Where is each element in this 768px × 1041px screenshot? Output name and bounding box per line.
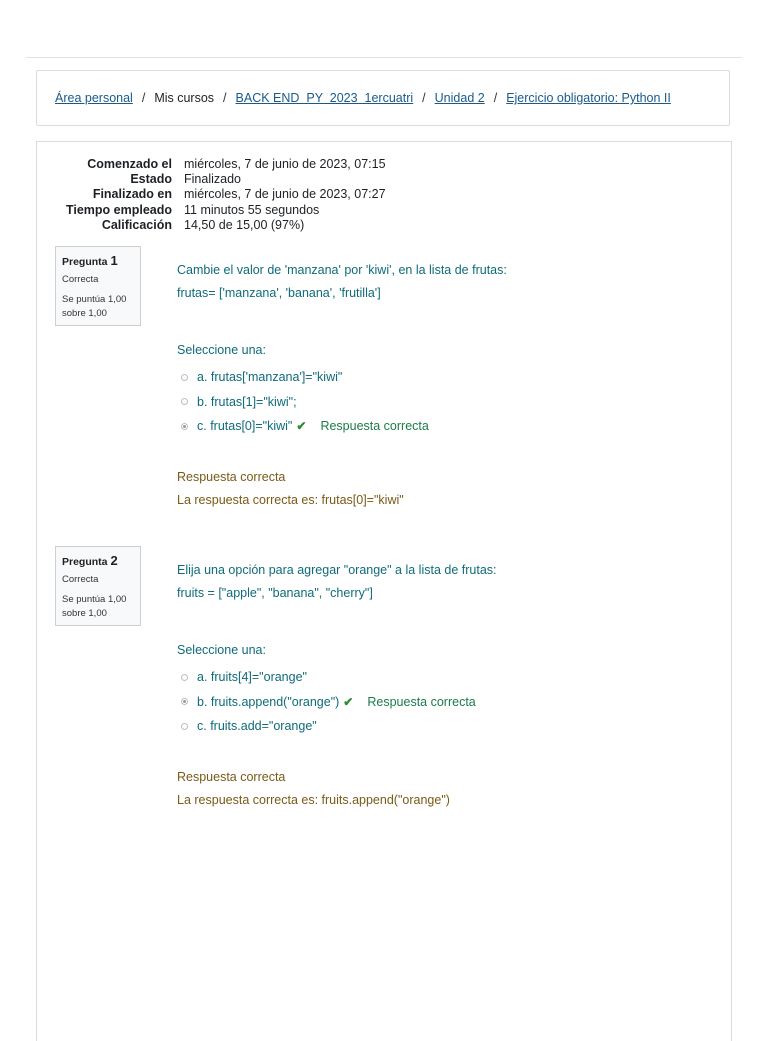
answer-option-b[interactable] [177, 390, 429, 415]
summary-label: Calificación [101, 217, 172, 232]
question-grade: Se puntúa 1,00 sobre 1,00 [62, 594, 127, 619]
breadcrumb [36, 70, 730, 126]
summary-label: Comenzado el [87, 157, 172, 171]
option-label: b. frutas[1]="kiwi"; [197, 394, 297, 409]
question-label: Pregunta [62, 256, 108, 268]
summary-row [59, 218, 386, 233]
check-icon: ✔ [296, 419, 307, 434]
answer-option-a[interactable] [177, 365, 429, 390]
radio-button-checked[interactable] [181, 698, 188, 705]
option-label: a. frutas['manzana']="kiwi" [197, 370, 343, 385]
question-number [62, 553, 134, 568]
question-text-2 [177, 563, 497, 609]
question-number-value: 2 [110, 553, 118, 568]
radio-button[interactable] [181, 723, 188, 730]
breadcrumb-unit-link[interactable]: Unidad 2 [434, 91, 485, 105]
option-label: b. fruits.append("orange") [197, 694, 340, 709]
breadcrumb-separator: / [493, 91, 498, 105]
answer-option-b[interactable] [177, 690, 476, 715]
summary-row [59, 172, 386, 187]
breadcrumb-course-link[interactable]: BACK END PY 2023 1ercuatri [235, 91, 414, 105]
option-label: c. fruits.add="orange" [197, 719, 317, 734]
top-divider [26, 57, 742, 58]
question-state: Correcta [62, 274, 99, 285]
answer-option-a[interactable] [177, 665, 476, 690]
answer-option-c[interactable] [177, 714, 476, 739]
feedback-2 [177, 770, 450, 816]
option-label: a. fruits[4]="orange" [197, 670, 307, 685]
summary-value: Finalizado [184, 172, 241, 187]
quiz-review [36, 141, 732, 1041]
question-info-2 [55, 546, 141, 626]
correct-answer-mark: Respuesta correcta [320, 419, 429, 434]
breadcrumb-home-link[interactable]: Área personal [55, 91, 133, 105]
question-text: Cambie el valor de 'manzana' por 'kiwi', en la lista de frutas: [177, 263, 507, 277]
answer-block-2 [177, 643, 476, 739]
option-label: c. frutas[0]="kiwi" [197, 419, 293, 434]
question-label: Pregunta [62, 556, 108, 568]
answer-option-c[interactable] [177, 414, 429, 439]
breadcrumb-activity-link[interactable]: Ejercicio obligatorio: Python II [506, 91, 671, 105]
answer-prompt: Seleccione una: [177, 643, 266, 657]
question-text-1 [177, 263, 507, 309]
answer-block-1 [177, 343, 429, 439]
answer-prompt: Seleccione una: [177, 343, 266, 357]
breadcrumb-separator: / [223, 91, 227, 105]
summary-row [59, 187, 386, 202]
radio-button-checked[interactable] [181, 423, 188, 430]
summary-row [59, 157, 386, 172]
question-code: fruits = ["apple", "banana", "cherry"] [177, 586, 373, 600]
right-answer-text: La respuesta correcta es: frutas[0]="kiwi" [177, 493, 404, 507]
radio-button[interactable] [181, 374, 188, 381]
summary-value: miércoles, 7 de junio de 2023, 07:15 [184, 157, 386, 171]
check-icon: ✔ [343, 694, 354, 709]
question-code: frutas= ['manzana', 'banana', 'frutilla'] [177, 286, 381, 300]
summary-value: 11 minutos 55 segundos [184, 202, 320, 217]
right-answer-text: La respuesta correcta es: fruits.append("orange") [177, 793, 450, 807]
summary-label: Tiempo empleado [65, 202, 172, 217]
question-number [62, 253, 134, 268]
question-text: Elija una opción para agregar "orange" a la lista de frutas: [177, 563, 497, 577]
question-state: Correcta [62, 574, 99, 585]
attempt-summary [59, 157, 386, 233]
radio-button[interactable] [181, 674, 188, 681]
feedback-text: Respuesta correcta [177, 470, 286, 484]
correct-answer-mark: Respuesta correcta [367, 694, 476, 709]
feedback-1 [177, 470, 404, 516]
breadcrumb-courses: Mis cursos [154, 91, 215, 105]
feedback-text: Respuesta correcta [177, 770, 286, 784]
question-number-value: 1 [110, 253, 118, 268]
breadcrumb-separator: / [141, 91, 146, 105]
summary-row [59, 203, 386, 218]
breadcrumb-separator: / [422, 91, 426, 105]
summary-label: Estado [130, 172, 172, 187]
summary-label: Finalizado en [92, 187, 172, 202]
summary-value: miércoles, 7 de junio de 2023, 07:27 [184, 187, 386, 202]
summary-value: 14,50 de 15,00 (97%) [184, 217, 305, 232]
question-grade: Se puntúa 1,00 sobre 1,00 [62, 294, 127, 319]
radio-button[interactable] [181, 398, 188, 405]
question-info-1 [55, 246, 141, 326]
